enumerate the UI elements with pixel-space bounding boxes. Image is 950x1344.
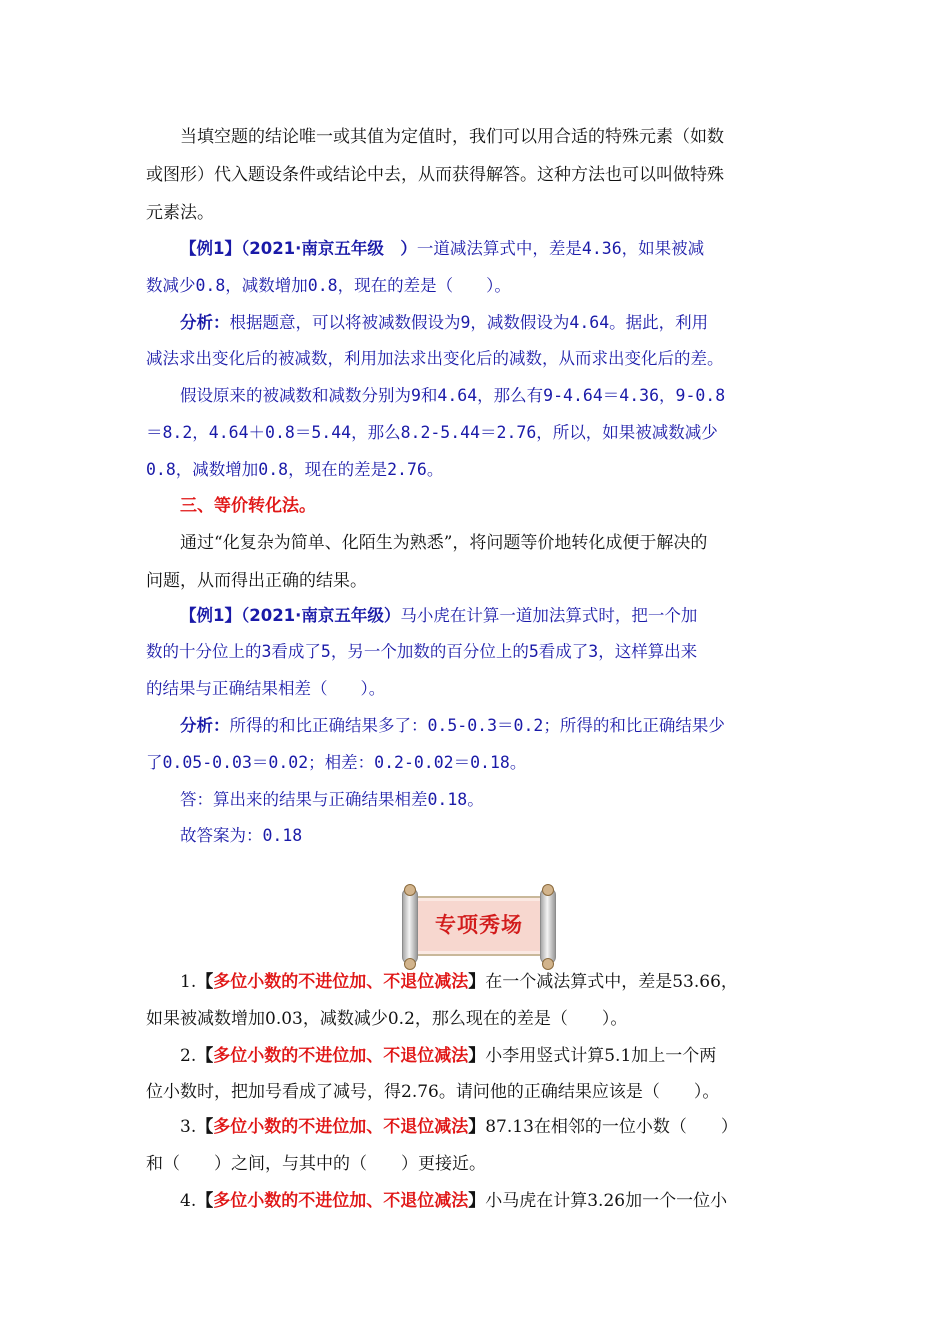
example-1-line-1 bbox=[180, 238, 818, 260]
question-text: 87.13在相邻的一位小数（ ） bbox=[485, 1117, 738, 1137]
question-number: 1. bbox=[180, 972, 197, 992]
analysis-1-line-1 bbox=[180, 312, 818, 334]
question-topic-tag: 多位小数的不进位加、不退位减法 bbox=[213, 1191, 469, 1211]
intro-line-2: 或图形）代入题设条件或结论中去，从而获得解答。这种方法也可以叫做特殊 bbox=[146, 165, 724, 185]
question-number: 3. bbox=[180, 1117, 197, 1137]
intro-line-1: 当填空题的结论唯一或其值为定值时，我们可以用合适的特殊元素（如数 bbox=[180, 127, 724, 147]
question-number: 2. bbox=[180, 1046, 197, 1066]
question-2-line-1: 2.【多位小数的不进位加、不退位减法】小李用竖式计算5.1加上一个两 bbox=[180, 1046, 717, 1066]
analysis-2-line-1 bbox=[180, 715, 818, 737]
scroll-knob-icon bbox=[542, 958, 554, 970]
question-text: 在一个减法算式中，差是53.66， bbox=[485, 972, 738, 992]
question-text: 小马虎在计算3.26加一个一位小 bbox=[485, 1191, 728, 1211]
example-2-line-3: 的结果与正确结果相差（ ）。 bbox=[146, 679, 386, 698]
section-3-line-2: 问题，从而得出正确的结果。 bbox=[146, 571, 367, 591]
section-banner bbox=[398, 888, 560, 966]
example-2-line-2: 数的十分位上的3看成了5，另一个加数的百分位上的5看成了3，这样算出来 bbox=[146, 642, 698, 661]
question-4-line-1: 4.【多位小数的不进位加、不退位减法】小马虎在计算3.26加一个一位小 bbox=[180, 1191, 728, 1211]
banner-title: 专项秀场 bbox=[435, 913, 523, 937]
question-topic-tag: 多位小数的不进位加、不退位减法 bbox=[213, 972, 469, 992]
scroll-knob-icon bbox=[404, 884, 416, 896]
question-1-line-1: 1.【多位小数的不进位加、不退位减法】在一个减法算式中，差是53.66， bbox=[180, 972, 738, 992]
question-text: 小李用竖式计算5.1加上一个两 bbox=[485, 1046, 717, 1066]
question-topic-tag: 多位小数的不进位加、不退位减法 bbox=[213, 1046, 469, 1066]
analysis-2-line-4: 故答案为：0.18 bbox=[180, 826, 303, 845]
analysis-2-tag: 分析： bbox=[180, 716, 230, 735]
section-3-line-1: 通过“化复杂为简单、化陌生为熟悉”，将问题等价地转化成便于解决的 bbox=[180, 533, 708, 553]
analysis-1-text-a: 根据题意，可以将被减数假设为9，减数假设为4.64。据此，利用 bbox=[229, 313, 709, 332]
example-2-text-a: 马小虎在计算一道加法算式时，把一个加 bbox=[400, 606, 698, 625]
section-3-heading: 三、等价转化法。 bbox=[180, 496, 316, 516]
question-3-line-1: 3.【多位小数的不进位加、不退位减法】87.13在相邻的一位小数（ ） bbox=[180, 1117, 738, 1137]
analysis-2-line-2: 了0.05-0.03＝0.02；相差：0.2-0.02＝0.18。 bbox=[146, 753, 527, 772]
analysis-1-line-5: 0.8，减数增加0.8，现在的差是2.76。 bbox=[146, 460, 444, 479]
example-1-tag: 【例1】（2021·南京五年级 ） bbox=[180, 239, 417, 258]
analysis-1-line-4: ＝8.2，4.64＋0.8＝5.44，那么8.2-5.44＝2.76，所以，如果被减数减少 bbox=[146, 423, 718, 442]
intro-line-3: 元素法。 bbox=[146, 203, 214, 223]
analysis-1-tag: 分析： bbox=[180, 313, 230, 332]
question-3-line-2: 和（ ）之间，与其中的（ ）更接近。 bbox=[146, 1154, 486, 1174]
question-1-line-2: 如果被减数增加0.03，减数减少0.2，那么现在的差是（ ）。 bbox=[146, 1009, 628, 1029]
analysis-2-line-3: 答：算出来的结果与正确结果相差0.18。 bbox=[180, 790, 484, 809]
question-topic-tag: 多位小数的不进位加、不退位减法 bbox=[213, 1117, 469, 1137]
analysis-1-line-3: 假设原来的被减数和减数分别为9和4.64，那么有9-4.64＝4.36，9-0.8 bbox=[180, 386, 726, 405]
scroll-knob-icon bbox=[404, 958, 416, 970]
analysis-1-line-2: 减法求出变化后的被减数，利用加法求出变化后的减数，从而求出变化后的差。 bbox=[146, 349, 724, 368]
question-2-line-2: 位小数时，把加号看成了减号，得2.76。请问他的正确结果应该是（ ）。 bbox=[146, 1082, 720, 1102]
scroll-knob-icon bbox=[542, 884, 554, 896]
example-2-tag: 【例1】（2021·南京五年级） bbox=[180, 606, 401, 625]
example-1-text-a: 一道减法算式中，差是4.36，如果被减 bbox=[416, 239, 705, 258]
analysis-2-text-a: 所得的和比正确结果多了：0.5-0.3＝0.2；所得的和比正确结果少 bbox=[229, 716, 725, 735]
example-2-line-1 bbox=[180, 605, 818, 627]
example-1-line-2: 数减少0.8，减数增加0.8，现在的差是（ ）。 bbox=[146, 276, 511, 295]
question-number: 4. bbox=[180, 1191, 197, 1211]
